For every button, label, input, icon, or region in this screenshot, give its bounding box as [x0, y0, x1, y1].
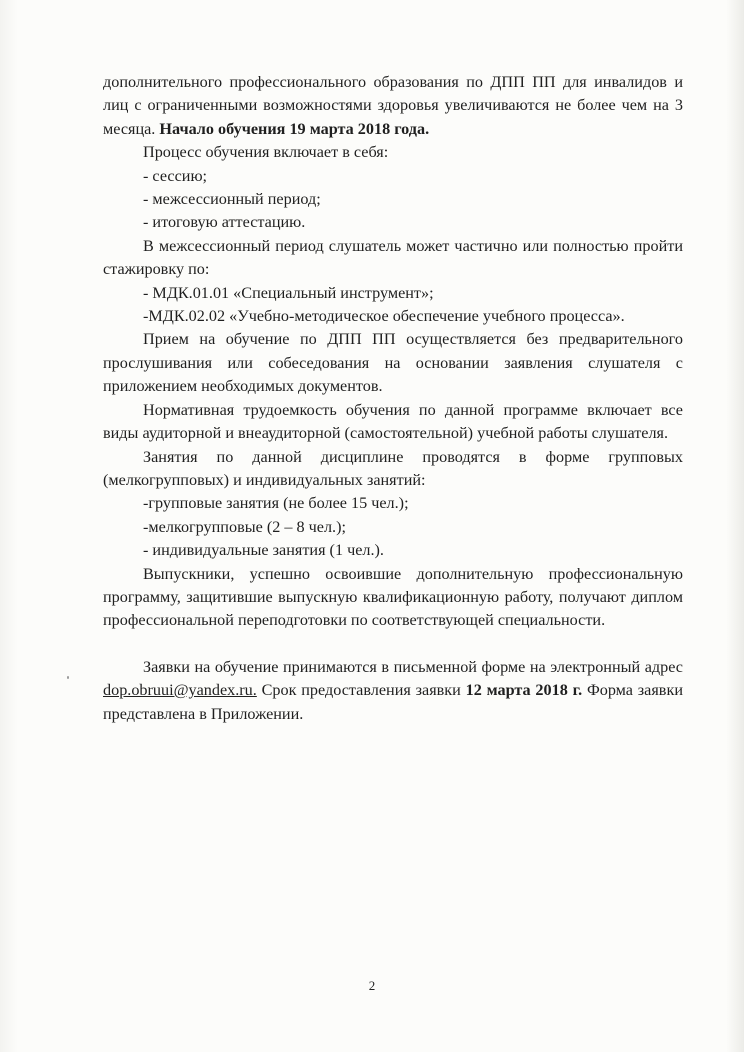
paragraph-graduates: Выпускники, успешно освоившие дополнительную профессиональную программу, защитившие выпускную квалификационную работу, получают диплом профессиональной переподготовки по соответствующей специальности.	[103, 564, 683, 630]
duration-text: дополнительного профессионального образования по ДПП ПП для инвалидов и лиц с ограниченными возможностями здоровья увеличиваются не более чем на 3 месяца.	[103, 73, 683, 138]
list-item: - индивидуальные занятия (1 чел.).	[143, 541, 384, 560]
list-item: - сессию;	[143, 166, 208, 185]
list-item: - межсессионный период;	[143, 190, 321, 209]
classes-intro: Занятия по данной дисциплине проводятся в форме групповых (мелкогрупповых) и индивидуальных занятий:	[103, 447, 683, 489]
paragraph-duration	[103, 71, 683, 141]
list-item: - МДК.01.01 «Специальный инструмент»;	[143, 283, 434, 302]
applications-text: Заявки на обучение принимаются в письменной форме на электронный адрес	[143, 657, 683, 676]
paragraph-workload: Нормативная трудоемкость обучения по данной программе включает все виды аудиторной и внеаудиторной (самостоятельной) учебной работы слушателя.	[103, 400, 683, 443]
paragraph-applications	[103, 656, 683, 726]
list-item: -мелкогрупповые (2 – 8 чел.);	[143, 517, 346, 536]
email-link[interactable]: dop.obruui@yandex.ru.	[103, 681, 257, 700]
list-item: -МДК.02.02 «Учебно-методическое обеспечение учебного процесса».	[143, 307, 625, 326]
paragraph-admission: Прием на обучение по ДПП ПП осуществляется без предварительного прослушивания или собеседования на основании заявления слушателя с приложением необходимых документов.	[103, 330, 683, 396]
scan-speck	[67, 676, 69, 679]
process-intro: Процесс обучения включает в себя:	[143, 143, 389, 162]
form-note: Форма заявки представлена в Приложении.	[103, 681, 683, 723]
list-item: -групповые занятия (не более 15 чел.);	[143, 494, 409, 513]
list-item: - итоговую аттестацию.	[143, 213, 306, 232]
deadline-label: Срок предоставления заявки	[256, 681, 466, 700]
page-number: 2	[368, 978, 376, 993]
spacer	[103, 633, 683, 656]
internship-intro: В межсессионный период слушатель может частично или полностью пройти стажировку по:	[103, 236, 683, 279]
document-body	[103, 71, 683, 726]
start-date-text: Начало обучения 19 марта 2018 года.	[159, 119, 430, 138]
deadline-date: 12 марта 2018 г.	[465, 681, 583, 700]
